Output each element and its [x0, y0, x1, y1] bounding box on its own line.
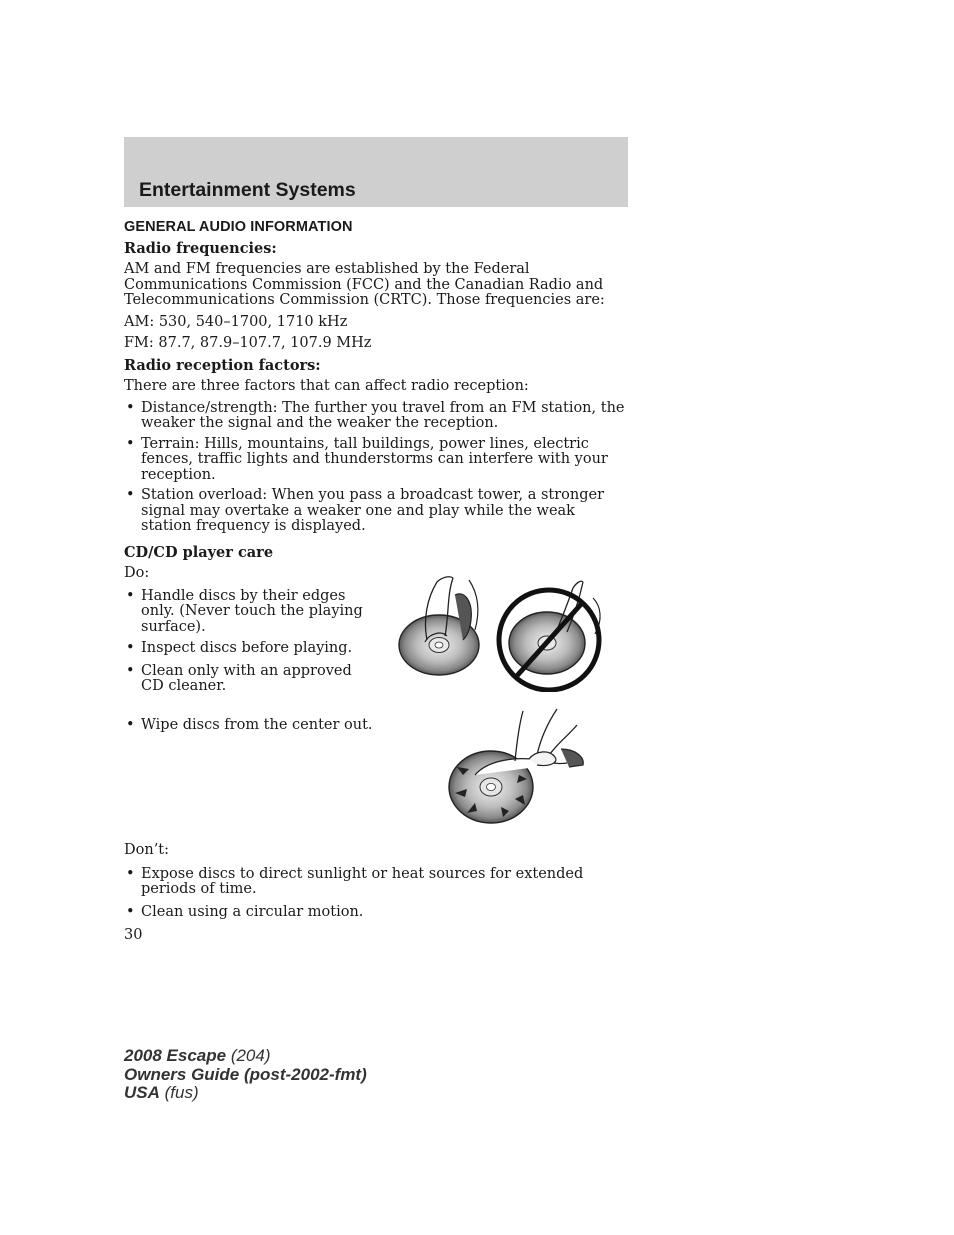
section-heading: GENERAL AUDIO INFORMATION	[124, 219, 353, 235]
do-label: Do:	[124, 565, 150, 581]
disc-touched-prohibited	[499, 581, 600, 690]
list-item-text: Station overload: When you pass a broadcast tower, a stronger signal may overtake a weaker one and play while the weak station frequency is displayed.	[141, 487, 605, 534]
footer-model-code: (204)	[226, 1046, 271, 1065]
reception-intro: There are three factors that can affect radio reception:	[124, 378, 529, 394]
page-title: Entertainment Systems	[139, 179, 356, 201]
bullet: •	[126, 903, 135, 920]
bullet: •	[126, 716, 135, 733]
footer-market-code: (fus)	[159, 1083, 199, 1102]
list-item-text: Handle discs by their edges only. (Never touch the playing surface).	[141, 587, 363, 635]
list-item-text: Wipe discs from the center out.	[141, 716, 373, 733]
cd-wiping-illustration	[445, 705, 595, 825]
radio-frequencies-text: AM and FM frequencies are established by the Federal Communications Commission (FCC) and the Canadian Radio and Telecommunications Commission (CRTC). Those frequencies are:	[124, 261, 605, 308]
reception-label: Radio reception factors:	[124, 356, 321, 374]
footer-model: 2008 Escape	[124, 1046, 227, 1065]
radio-frequencies-label: Radio frequencies:	[124, 239, 277, 257]
fm-frequencies: FM: 87.7, 87.9–107.7, 107.9 MHz	[124, 335, 372, 351]
list-item-text: Terrain: Hills, mountains, tall buildings, power lines, electric fences, traffic lights and thunderstorms can interfere with your reception.	[141, 435, 608, 483]
list-item-text: Clean using a circular motion.	[141, 903, 364, 920]
list-item-text: Clean only with an approved CD cleaner.	[141, 662, 352, 694]
list-item	[124, 641, 374, 657]
list-item	[124, 664, 374, 695]
disc-held-by-edges	[399, 577, 479, 675]
list-item	[124, 718, 374, 734]
page-number: 30	[124, 927, 143, 943]
footer-line-1	[124, 1047, 367, 1066]
cd-handling-illustration	[397, 570, 619, 692]
am-frequencies: AM: 530, 540–1700, 1710 kHz	[124, 313, 348, 330]
footer-market: USA	[124, 1083, 160, 1102]
list-item-text: Expose discs to direct sunlight or heat sources for extended periods of time.	[141, 865, 584, 897]
dont-list	[124, 867, 628, 921]
footer-line-3	[124, 1084, 367, 1103]
footer-line-2	[124, 1066, 367, 1085]
bullet: •	[126, 587, 135, 604]
bullet: •	[126, 865, 135, 882]
list-item	[124, 867, 628, 898]
list-item	[124, 488, 628, 535]
footer-guide: Owners Guide (post-2002-fmt)	[124, 1064, 367, 1084]
bullet: •	[126, 487, 135, 503]
bullet: •	[126, 399, 135, 416]
dont-label: Don’t:	[124, 842, 170, 858]
list-item-text: Inspect discs before playing.	[141, 640, 353, 656]
list-item	[124, 401, 628, 432]
footer	[124, 1047, 367, 1103]
cd-care-label: CD/CD player care	[124, 543, 274, 561]
list-item	[124, 589, 374, 636]
section-header-band	[124, 137, 628, 207]
bullet: •	[126, 662, 135, 679]
bullet: •	[126, 640, 135, 656]
list-item	[124, 905, 628, 921]
list-item-text: Distance/strength: The further you travel from an FM station, the weaker the signal and the weaker the reception.	[141, 399, 625, 431]
bullet: •	[126, 435, 135, 452]
list-item	[124, 437, 628, 484]
reception-list	[124, 401, 628, 535]
do-list	[124, 589, 374, 734]
